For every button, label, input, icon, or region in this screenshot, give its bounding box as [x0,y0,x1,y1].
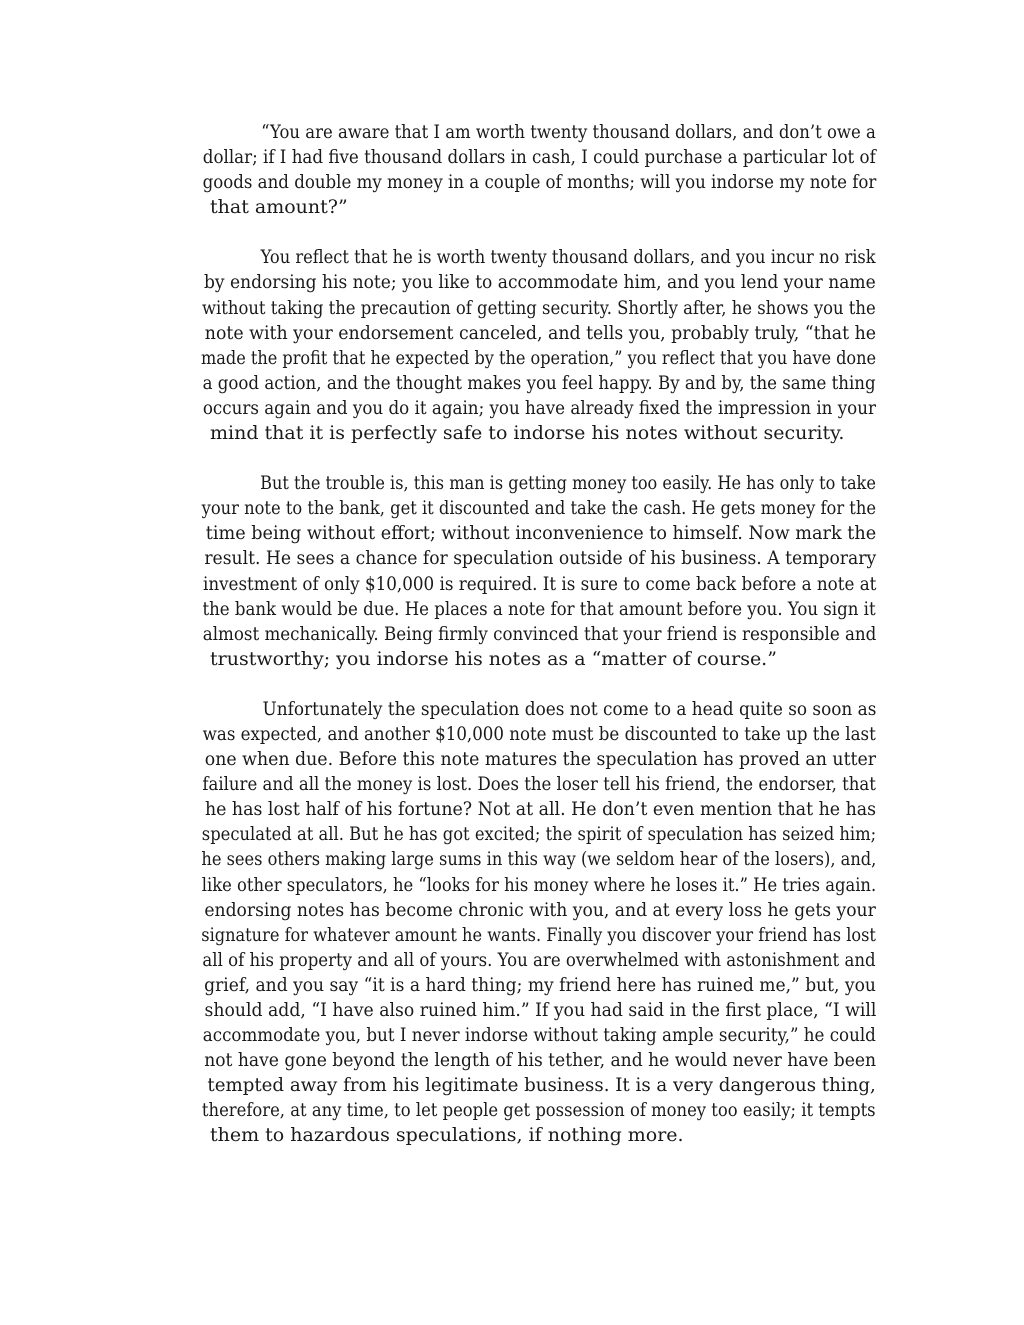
text-line: trustworthy; you indorse his notes as a “matter of course.” [210,647,777,670]
paragraph-1 [151,120,876,220]
text-line: tempted away from his legitimate business. It is a very dangerous thing, [207,1074,876,1097]
text-line: them to hazardous speculations, if nothing more. [210,1124,684,1147]
text-line: your note to the bank, get it discounted and take the cash. He gets money for the [201,497,877,520]
text-line: endorsing notes has become chronic with you, and at every loss he gets your [204,898,876,921]
text-line: should add, “I have also ruined him.” If you had said in the first place, “I will [204,999,877,1021]
text-line: that amount?” [210,196,348,219]
text-line: “You are aware that I am worth twenty thousand dollars, and don’t owe a [261,121,876,143]
text-line: dollar; if I had five thousand dollars in cash, I could purchase a particular lot of [202,146,876,169]
text-line: grief, and you say “it is a hard thing; my friend here has ruined me,” but, you [204,973,876,996]
text-line: without taking the precaution of getting security. Shortly after, he shows you the [201,296,876,319]
text-line: made the profit that he expected by the operation,” you reflect that you have done [201,346,877,369]
text-line: not have gone beyond the length of his tether, and he would never have been [204,1049,877,1072]
text-line: the bank would be due. He places a note for that amount before you. You sign it [202,597,876,620]
text-line: a good action, and the thought makes you feel happy. By and by, the same thing [202,371,876,394]
text-line: mind that it is perfectly safe to indorse his notes without security. [210,422,845,445]
text-line: like other speculators, he “looks for his money where he loses it.” He tries again. [201,873,877,896]
text-line: was expected, and another $10,000 note must be discounted to take up the last [202,722,876,745]
text-line: investment of only $10,000 is required. It is sure to come back before a note at [202,572,877,595]
paragraph-4 [151,697,876,1149]
text-line: occurs again and you do it again; you have already fixed the impression in your [202,396,876,419]
text-line: accommodate you, but I never indorse without taking ample security,” he could [202,1024,876,1047]
text-line: he has lost half of his fortune? Not at all. He don’t even mention that he has [204,798,877,821]
text-line: speculated at all. But he has got excited; the spirit of speculation has seized him; [201,823,877,846]
paragraph-2 [151,245,876,446]
text-line: Unfortunately the speculation does not come to a head quite so soon as [262,697,877,720]
text-line: all of his property and all of yours. You are overwhelmed with astonishment and [202,948,876,971]
text-line: he sees others making large sums in this way (we seldom hear of the losers), and, [201,848,877,871]
text-line: But the trouble is, this man is getting money too easily. He has only to take [260,472,876,495]
text-line: time being without effort; without inconvenience to himself. Now mark the [205,522,877,545]
text-line: You reflect that he is worth twenty thousand dollars, and you incur no risk [260,246,876,269]
paragraph-3 [151,471,876,672]
text-line: failure and all the money is lost. Does the loser tell his friend, the endorser, that [202,773,876,796]
text-line: signature for whatever amount he wants. Finally you discover your friend has lost [201,923,876,946]
text-line: therefore, at any time, to let people get possession of money too easily; it tempts [201,1099,876,1122]
text-line: by endorsing his note; you like to accommodate him, and you lend your name [204,271,876,294]
text-line: note with your endorsement canceled, and tells you, probably truly, “that he [204,321,876,344]
text-line: goods and double my money in a couple of months; will you indorse my note for [202,171,877,194]
text-line: one when due. Before this note matures the speculation has proved an utter [204,748,877,771]
body-text [151,120,876,1174]
text-line: almost mechanically. Being firmly convinced that your friend is responsible and [202,622,877,645]
text-line: result. He sees a chance for speculation outside of his business. A temporary [204,547,877,570]
